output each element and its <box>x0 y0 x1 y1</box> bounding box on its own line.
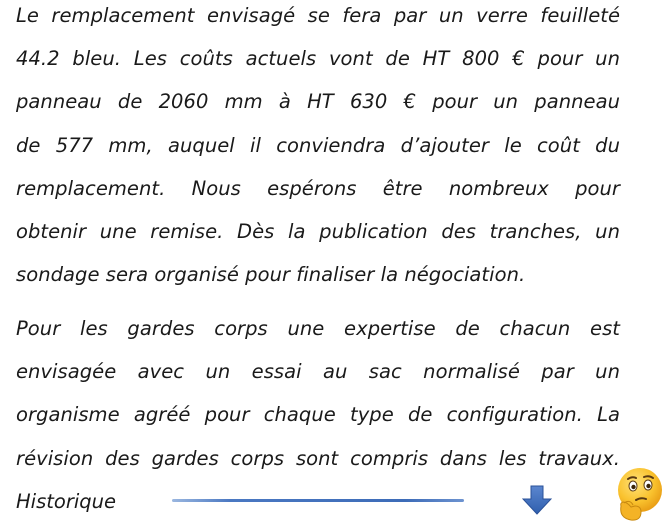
text-line: Pour les gardes corps une expertise de chacun est <box>16 317 620 340</box>
text-line: panneau de 2060 mm à HT 630 € pour un panneau <box>16 90 620 114</box>
text-line: sondage sera organisé pour finaliser la négociation. <box>16 263 526 287</box>
thinking-face-icon <box>611 466 665 522</box>
text-line: révision des gardes corps sont compris dans les travaux. <box>16 446 620 470</box>
text-line: 44.2 bleu. Les coûts actuels vont de HT 800 € pour un <box>16 47 620 71</box>
historique-link[interactable]: Historique <box>16 490 116 513</box>
text-line: Le remplacement envisagé se fera par un verre feuilleté <box>16 4 620 27</box>
blue-divider-line <box>172 499 464 502</box>
text-line: remplacement. Nous espérons être nombreux pour <box>16 176 620 200</box>
text-line: de 577 mm, auquel il conviendra d’ajouter le coût du <box>16 133 620 157</box>
down-arrow-icon[interactable] <box>522 485 552 515</box>
paragraph-replacement-costs <box>16 0 620 296</box>
text-line: envisagée avec un essai au sac normalisé par un <box>16 360 620 384</box>
paragraph-railings <box>16 307 620 480</box>
text-line: organisme agréé pour chaque type de configuration. La <box>16 403 620 427</box>
text-line: obtenir une remise. Dès la publication des tranches, un <box>16 219 620 243</box>
